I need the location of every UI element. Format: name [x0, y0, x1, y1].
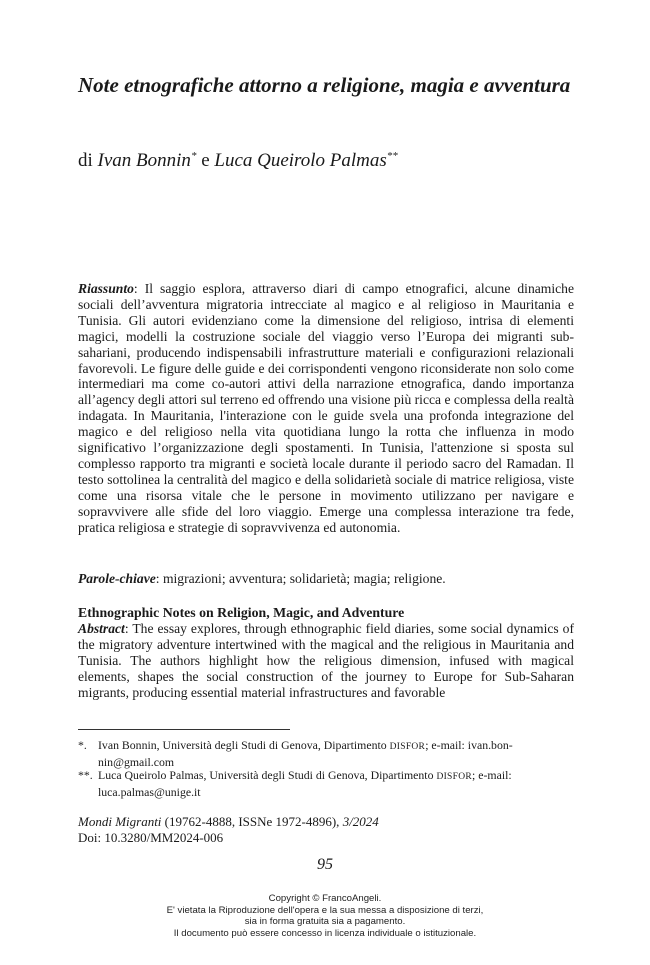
abstract-paragraph — [78, 621, 574, 701]
footnote-1-text-b: ; e-mail: ivan.bon- — [425, 738, 513, 752]
footnote-1-email[interactable]: nin@gmail.com — [98, 755, 175, 769]
journal-issn: (19762-4888, ISSNe 1972-4896), — [161, 814, 343, 829]
english-title: Ethnographic Notes on Religion, Magic, and Adventure — [78, 605, 405, 620]
journal-issue: 3/2024 — [342, 814, 379, 829]
abstract-text: : The essay explores, through ethnographic field diaries, some social dynamics of the migratory adventure intertwined with the magical and the religious in Mauritania and Tunisia. The authors highlight how the religious dimension, infused with magical elements, shapes the social construction of the journey to Europe for Sub-Saharan migrants, producing essential material infrastructures and favorable — [78, 621, 574, 700]
article-title: Note etnografiche attorno a religione, magia e avventura — [78, 73, 571, 97]
journal-name: Mondi Migranti — [78, 814, 162, 829]
author-1: Ivan Bonnin — [97, 150, 191, 171]
author-2-footnote-mark[interactable]: ** — [386, 150, 398, 162]
author-1-footnote-mark[interactable]: * — [190, 150, 197, 162]
copyright-line-4: Il documento può essere concesso in licenza individuale o istituzionale. — [173, 927, 477, 939]
footnote-divider — [78, 729, 290, 730]
keywords-label: Parole-chiave — [78, 571, 156, 586]
copyright-line-3: sia in forma gratuita sia a pagamento. — [244, 916, 406, 928]
copyright-line-2: E' vietata la Riproduzione dell'opera e la sua messa a disposizione di terzi, — [166, 904, 484, 916]
riassunto-paragraph — [78, 281, 574, 536]
copyright-notice — [0, 893, 650, 939]
footnote-1-text-a: Ivan Bonnin, Università degli Studi di Genova, Dipartimento — [98, 738, 390, 752]
abstract-label: Abstract — [78, 621, 125, 636]
footnote-2-text-b: ; e-mail: — [472, 768, 512, 782]
page-number: 95 — [317, 856, 333, 873]
footnote-1-mark: *. — [78, 738, 87, 752]
riassunto-label: Riassunto — [78, 281, 134, 296]
journal-citation — [78, 814, 379, 846]
footnote-2-dept: DISFOR — [436, 772, 473, 782]
journal-doi[interactable]: Doi: 10.3280/MM2024-006 — [78, 830, 224, 845]
byline-conjunction: e — [201, 150, 210, 171]
author-2: Luca Queirolo Palmas — [214, 150, 387, 171]
footnote-1-dept: DISFOR — [389, 742, 426, 752]
byline-prefix: di — [78, 150, 93, 171]
footnote-1 — [78, 738, 574, 770]
author-byline — [78, 144, 398, 173]
keywords-text: : migrazioni; avventura; solidarietà; magia; religione. — [155, 571, 446, 586]
keywords-paragraph — [78, 571, 574, 587]
footnote-2-mark: **. — [78, 768, 93, 782]
footnote-2-email[interactable]: luca.palmas@unige.it — [98, 785, 201, 799]
copyright-line-1: Copyright © FrancoAngeli. — [268, 893, 382, 904]
riassunto-text: : Il saggio esplora, attraverso diari di campo etnografici, alcune dinamiche sociali dell’avventura migratoria intrecciate al magico e al religioso in Mauritania e Tunisia. Gli autori evidenziano come la dimensione del religioso, intrisa di elementi magici, modelli la costruzione sociale del viaggio verso l’Europa dei migranti sub-sahariani, producendo indispensabili infrastrutture materiali e configurazioni relazionali favorevoli. Le figure delle guide e dei corrispondenti vengono riconsiderate non solo come intermediari ma come co-autori attivi della narrazione etnografica, dando importanza all’agency degli attori sul terreno ed offrendo una visione più ricca e complessa della realtà indagata. In Mauritania, l'interazione con le guide svela una profonda integrazione del magico e del religioso nella vita quotidiana lungo la rotta che influenza in modo significativo l’organizzazione degli spostamenti. In Tunisia, l'attenzione si sposta sul complesso rapporto tra migranti e società locale durante il periodo sacro del Ramadan. Il testo sottolinea la centralità del magico e della solidarietà sociale di matrice religiosa, viste come una risorsa vitale che le persone in movimento utilizzano per navigare e sopravvivere alle sfide del loro viaggio. Emerge una complessa interazione tra fede, pratica religiosa e strategie di sopravvivenza ed autonomia. — [78, 281, 574, 535]
footnote-2 — [78, 768, 574, 800]
footnote-2-text-a: Luca Queirolo Palmas, Università degli Studi di Genova, Dipartimento — [98, 768, 437, 782]
